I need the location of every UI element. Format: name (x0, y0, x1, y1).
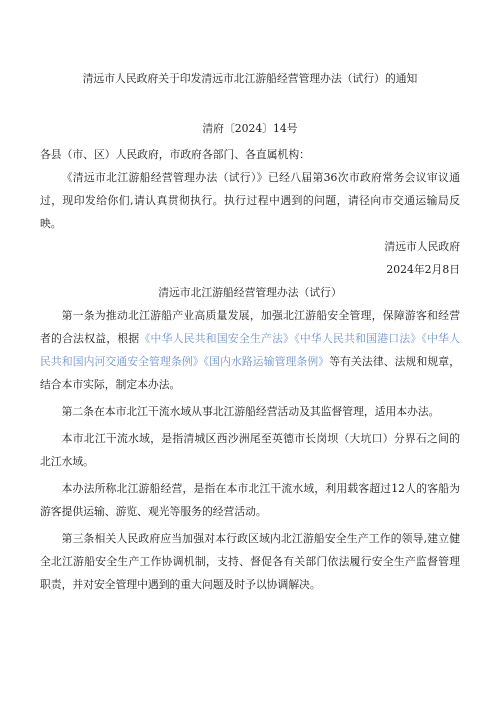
article-2: 第二条在本市北江干流水域从事北江游船经营活动及其监督管理，适用本办法。 (61, 405, 440, 418)
law-link-safety-production[interactable]: 《中华人民共和国安全生产法》 (139, 332, 295, 345)
law-link-inland-waterway[interactable]: 《中华人民共和国内河交通安全管理条例》 (40, 332, 461, 368)
notice-body: 《清远市北江游船经营管理办法（试行）》已经八届第36次市政府常务会议审议通过，现印发给你们,请认真贯彻执行。执行过程中遇到的问题，请径向市交通运输局反映。 (40, 171, 460, 230)
law-link-water-transport[interactable]: 《国内水路运输管理条例》 (203, 355, 330, 368)
article-1-text: 第一条为推动北江游船产业高质量发展，加强北江游船安全管理，保障游客和经营者的合法权益，根据 (40, 309, 460, 345)
measures-title: 清远市北江游船经营管理办法（试行） (158, 286, 342, 299)
signature: 清远市人民政府 (384, 240, 460, 253)
article-1-text-end: 等有关法律、法规和规章，结合本市实际，制定本办法。 (40, 355, 460, 391)
paragraph-business: 本办法所称北江游船经营，是指在本市北江干流水域，利用载客超过12人的客船为游客提供运输、游览、观光等服务的经营活动。 (40, 482, 460, 518)
article-1 (40, 304, 460, 396)
document-number: 清府〔2024〕14号 (202, 122, 298, 135)
addressee: 各县（市、区）人民政府，市政府各部门、各直属机构： (40, 148, 310, 161)
notice-title: 清远市人民政府关于印发清远市北江游船经营管理办法（试行）的通知 (82, 72, 418, 85)
issue-date: 2024年2月8日 (386, 263, 460, 276)
document-body (40, 143, 460, 596)
law-link-port[interactable]: 《中华人民共和国港口法》 (294, 332, 422, 345)
paragraph-waters: 本市北江干流水域，是指清城区西沙洲尾至英德市长岗坝（大坑口）分界石之间的北江水域。 (40, 432, 460, 468)
article-3: 第三条相关人民政府应当加强对本行政区域内北江游船安全生产工作的领导,建立健全北江游船安全生产工作协调机制，支持、督促各有关部门依法履行安全生产监督管理职责，并对安全管理中遇到的重大问题及时予以协调解决。 (40, 532, 460, 591)
